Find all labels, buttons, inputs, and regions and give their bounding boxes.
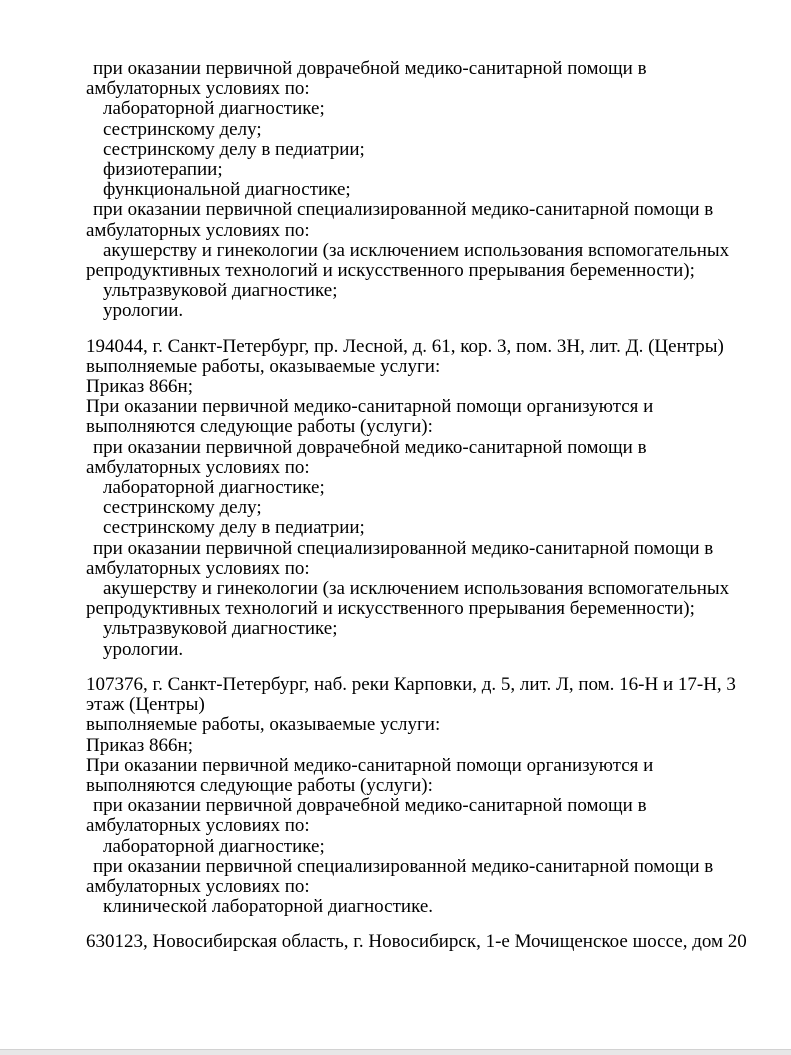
license-section-address-lesnoy: [86, 337, 750, 660]
license-paragraph: при оказании первичной доврачебной медико-санитарной помощи в амбулаторных условиях по:: [86, 795, 647, 837]
license-section-works-list-continuation: [86, 59, 750, 322]
license-section-address-karpovki: [86, 675, 750, 917]
license-document: [86, 59, 750, 953]
license-paragraph: При оказании первичной медико-санитарной помощи организуются и выполняются следующие работы (услуги):: [86, 396, 654, 438]
license-paragraph: ультразвуковой диагностике;: [103, 618, 338, 640]
license-paragraph: сестринскому делу в педиатрии;: [103, 517, 365, 539]
license-paragraph: функциональной диагностике;: [103, 179, 351, 201]
license-paragraph: сестринскому делу в педиатрии;: [103, 138, 365, 160]
license-paragraph: акушерству и гинекологии (за исключением использования вспомогательных репродуктивных технологий и искусственного прерывания беременности);: [86, 578, 730, 620]
license-paragraph: урологии.: [103, 300, 184, 322]
license-paragraph: при оказании первичной специализированной медико-санитарной помощи в амбулаторных условиях по:: [86, 537, 714, 579]
license-paragraph: акушерству и гинекологии (за исключением использования вспомогательных репродуктивных технологий и искусственного прерывания беременности);: [86, 239, 730, 282]
license-paragraph: Приказ 866н;: [86, 734, 193, 756]
license-paragraph: сестринскому делу;: [103, 118, 262, 140]
license-paragraph: ультразвуковой диагностике;: [103, 280, 338, 302]
license-paragraph: при оказании первичной специализированной медико-санитарной помощи в амбулаторных условиях по:: [86, 199, 714, 241]
license-paragraph: выполняемые работы, оказываемые услуги:: [86, 355, 441, 377]
license-paragraph: лабораторной диагностике;: [103, 98, 325, 120]
license-paragraph: 194044, г. Санкт-Петербург, пр. Лесной, д. 61, кор. 3, пом. 3Н, лит. Д. (Центры): [86, 335, 724, 357]
bottom-divider: [0, 1049, 791, 1055]
license-paragraph: Приказ 866н;: [86, 376, 193, 398]
license-paragraph: сестринскому делу;: [103, 497, 262, 519]
license-paragraph: клинической лабораторной диагностике.: [103, 896, 434, 918]
license-paragraph: лабораторной диагностике;: [103, 835, 325, 857]
license-paragraph: выполняемые работы, оказываемые услуги:: [86, 714, 441, 736]
license-paragraph: При оказании первичной медико-санитарной помощи организуются и выполняются следующие работы (услуги):: [86, 754, 654, 796]
license-paragraph: 630123, Новосибирская область, г. Новосибирск, 1-е Мочищенское шоссе, дом 20: [86, 931, 747, 953]
license-paragraph: при оказании первичной доврачебной медико-санитарной помощи в амбулаторных условиях по:: [86, 58, 647, 100]
license-paragraph: физиотерапии;: [103, 159, 223, 181]
license-paragraph: урологии.: [103, 638, 184, 660]
license-paragraph: лабораторной диагностике;: [103, 477, 325, 499]
license-section-address-novosibirsk: [86, 932, 750, 952]
license-paragraph: при оказании первичной специализированной медико-санитарной помощи в амбулаторных условиях по:: [86, 855, 714, 897]
license-paragraph: 107376, г. Санкт-Петербург, наб. реки Карповки, д. 5, лит. Л, пом. 16-Н и 17-Н, 3 этаж (Центры): [86, 673, 736, 716]
license-paragraph: при оказании первичной доврачебной медико-санитарной помощи в амбулаторных условиях по:: [86, 436, 647, 478]
